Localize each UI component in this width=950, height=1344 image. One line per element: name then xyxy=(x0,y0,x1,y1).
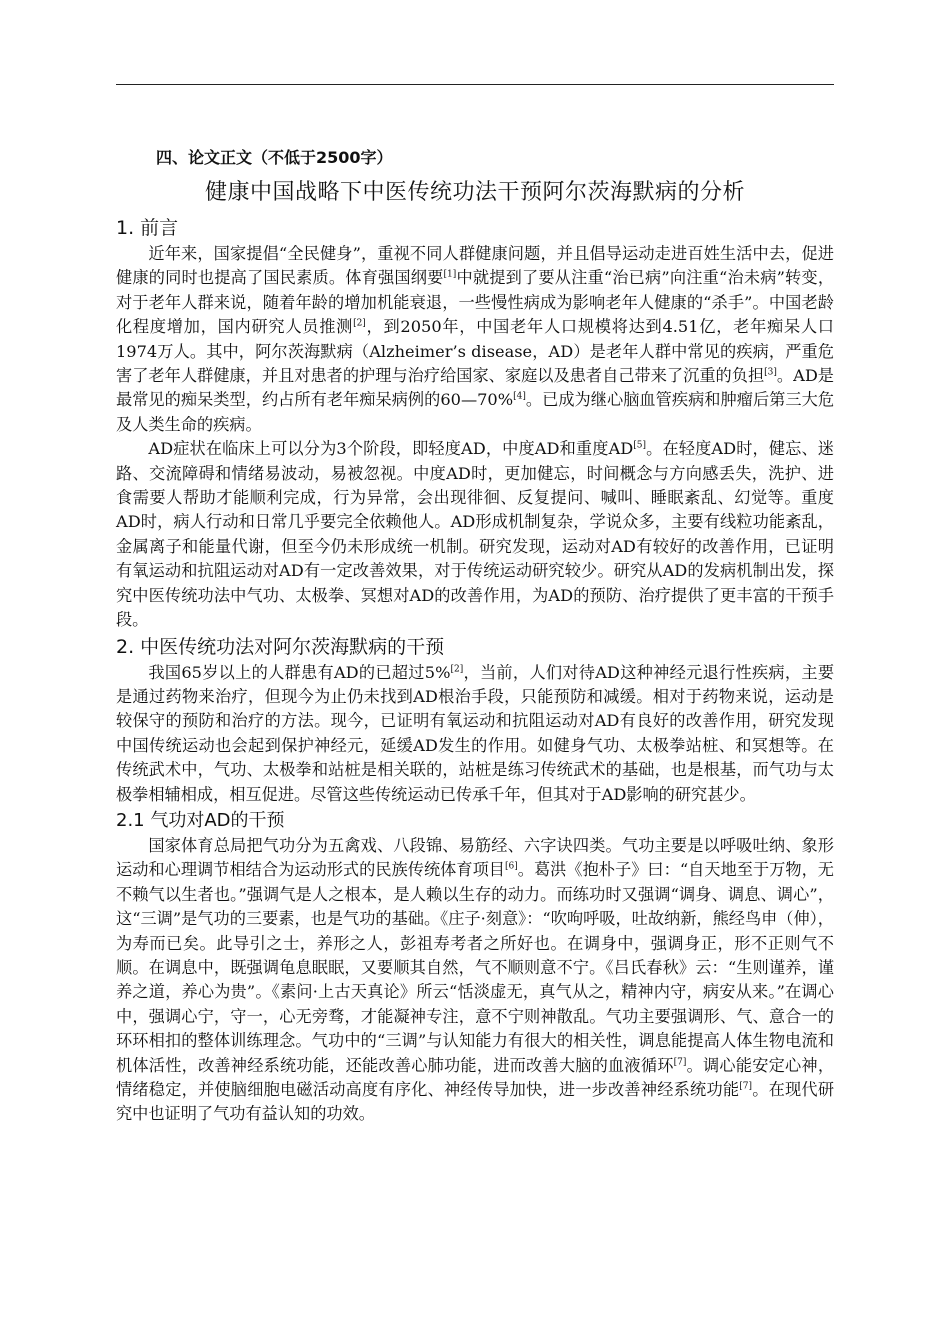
paragraph-text: 。已成为继心脑血管疾病和肿瘤后第三大危及人类生命的疾病。 xyxy=(116,390,835,434)
citation-marker: [7] xyxy=(673,1057,687,1068)
body-paragraph xyxy=(116,834,834,1127)
paragraph-text: 近年来，国家提倡“全民健身”，重视不同人群健康问题，并且倡导运动走进百姓生活中去，促进健康的同时也提高了国民素质。体育强国纲要 xyxy=(116,244,834,288)
paragraph-text: 。在轻度AD时，健忘、迷路、交流障碍和情绪易波动，易被忽视。中度AD时，更加健忘，时间概念与方向感丢失，洗护、进食需要人帮助才能顺利完成，行为异常，会出现徘徊、反复提问、喊叫、睡眠紊乱、幻觉等。重度AD时，病人行动和日常几乎要完全依赖他人。AD形成机制复杂，学说众多，主要有线粒功能紊乱，金属离子和能量代谢，但至今仍未形成统一机制。研究发现，运动对AD有较好的改善作用，已证明有氧运动和抗阻运动对AD有一定改善效果，对于传统运动研究较少。研究从AD的发病机制出发，探究中医传统功法中气功、太极拳、冥想对AD的改善作用，为AD的预防、治疗提供了更丰富的干预手段。 xyxy=(116,439,834,630)
paragraph-text: ，到2050年，中国老年人口规模将达到4.51亿，老年痴呆人口1974万人。其中，阿尔茨海默病（Alzheimer’s disease，AD）是老年人群中常见的疾病，严重危害了老年人群健康，并且对患者的护理与治疗给国家、家庭以及患者自己带来了沉重的负担 xyxy=(116,317,834,386)
citation-marker: [6] xyxy=(505,861,518,872)
citation-marker: [4] xyxy=(513,392,526,403)
paragraph-text: 。调心能安定心神，情绪稳定，并使脑细胞电磁活动高度有序化、神经传导加快，进一步改善神经系统功能 xyxy=(116,1055,835,1099)
header-rule xyxy=(116,84,834,85)
citation-marker: [1] xyxy=(443,270,457,281)
paper-title: 健康中国战略下中医传统功法干预阿尔茨海默病的分析 xyxy=(204,180,745,205)
body-paragraph xyxy=(116,437,834,632)
paragraph-text: 国家体育总局把气功分为五禽戏、八段锦、易筋经、六字诀四类。气功主要是以呼吸吐纳、象形运动和心理调节相结合为运动形式的民族传统体育项目 xyxy=(116,835,834,880)
document-body xyxy=(116,146,834,1127)
paragraph-text: ，当前，人们对待AD这种神经元退行性疾病，主要是通过药物来治疗，但现今为止仍未找到AD根治手段，只能预防和减缓。相对于药物来说，运动是较保守的预防和治疗的方法。现今，已证明有氧运动和抗阻运动对AD有良好的改善作用，研究发现中国传统运动也会起到保护神经元，延缓AD发生的作用。如健身气功、太极拳站桩、和冥想等。在传统武术中，气功、太极拳和站桩是相关联的，站桩是练习传统武术的基础，也是根基，而气功与太极拳相辅相成，相互促进。尽管这些传统运动已传承千年，但其对于AD影响的研究甚少。 xyxy=(116,662,835,804)
paragraph-text: 中就提到了要从注重“治已病”向注重“治未病”转变，对于老年人群来说，随着年龄的增加机能衰退，一些慢性病成为影响老年人健康的“杀手”。中国老龄化程度增加，国内研究人员推测 xyxy=(116,268,835,337)
sections-container xyxy=(116,214,834,1127)
paragraph-text: 。在现代研究中也证明了气功有益认知的功效。 xyxy=(116,1080,835,1124)
body-paragraph xyxy=(116,242,834,437)
citation-marker: [2] xyxy=(353,318,366,329)
section-heading: 2. 中医传统功法对阿尔茨海默病的干预 xyxy=(116,635,445,658)
section-heading: 2.1 气功对AD的干预 xyxy=(116,809,285,831)
section-label: 四、论文正文（不低于2500字） xyxy=(156,148,393,167)
citation-marker: [2] xyxy=(450,664,464,675)
citation-marker: [7] xyxy=(739,1081,752,1092)
citation-marker: [5] xyxy=(633,440,646,451)
paragraph-text: 我国65岁以上的人群患有AD的已超过5% xyxy=(148,662,451,682)
citation-marker: [3] xyxy=(764,367,777,378)
body-paragraph xyxy=(116,661,834,807)
section-heading: 1. 前言 xyxy=(116,217,179,239)
paragraph-text: 。AD是最常见的痴呆类型，约占所有老年痴呆病例的60—70% xyxy=(116,366,834,410)
paragraph-text: AD症状在临床上可以分为3个阶段，即轻度AD，中度AD和重度AD xyxy=(148,439,634,459)
paragraph-text: 。葛洪《抱朴子》曰：“自天地至于万物，无不赖气以生者也。”强调气是人之根本，是人赖以生存的动力。而练功时又强调“调身、调息、调心”，这“三调”是气功的三要素，也是气功的基础。《庄子·刻意》：“吹呴呼吸，吐故纳新，熊经鸟申（伸），为寿而已矣。此导引之士，养形之人，彭祖寿考者之所好也。在调身中，强调身正，形不正则气不顺。在调息中，既强调龟息眠眠，又要顺其自然，气不顺则意不宁。《吕氏春秋》云：“生则谨养，谨养之道，养心为贵”。《素问·上古天真论》所云“恬淡虚无，真气从之，精神内守，病安从来。”在调心中，强调心宁，守一，心无旁骛，才能凝神专注，意不宁则神散乱。气功主要强调形、气、意合一的环环相扣的整体训练理念。气功中的“三调”与认知能力有很大的相关性，调息能提高人体生物电流和机体活性，改善神经系统功能，还能改善心肺功能，进而改善大脑的血液循环 xyxy=(116,860,834,1075)
